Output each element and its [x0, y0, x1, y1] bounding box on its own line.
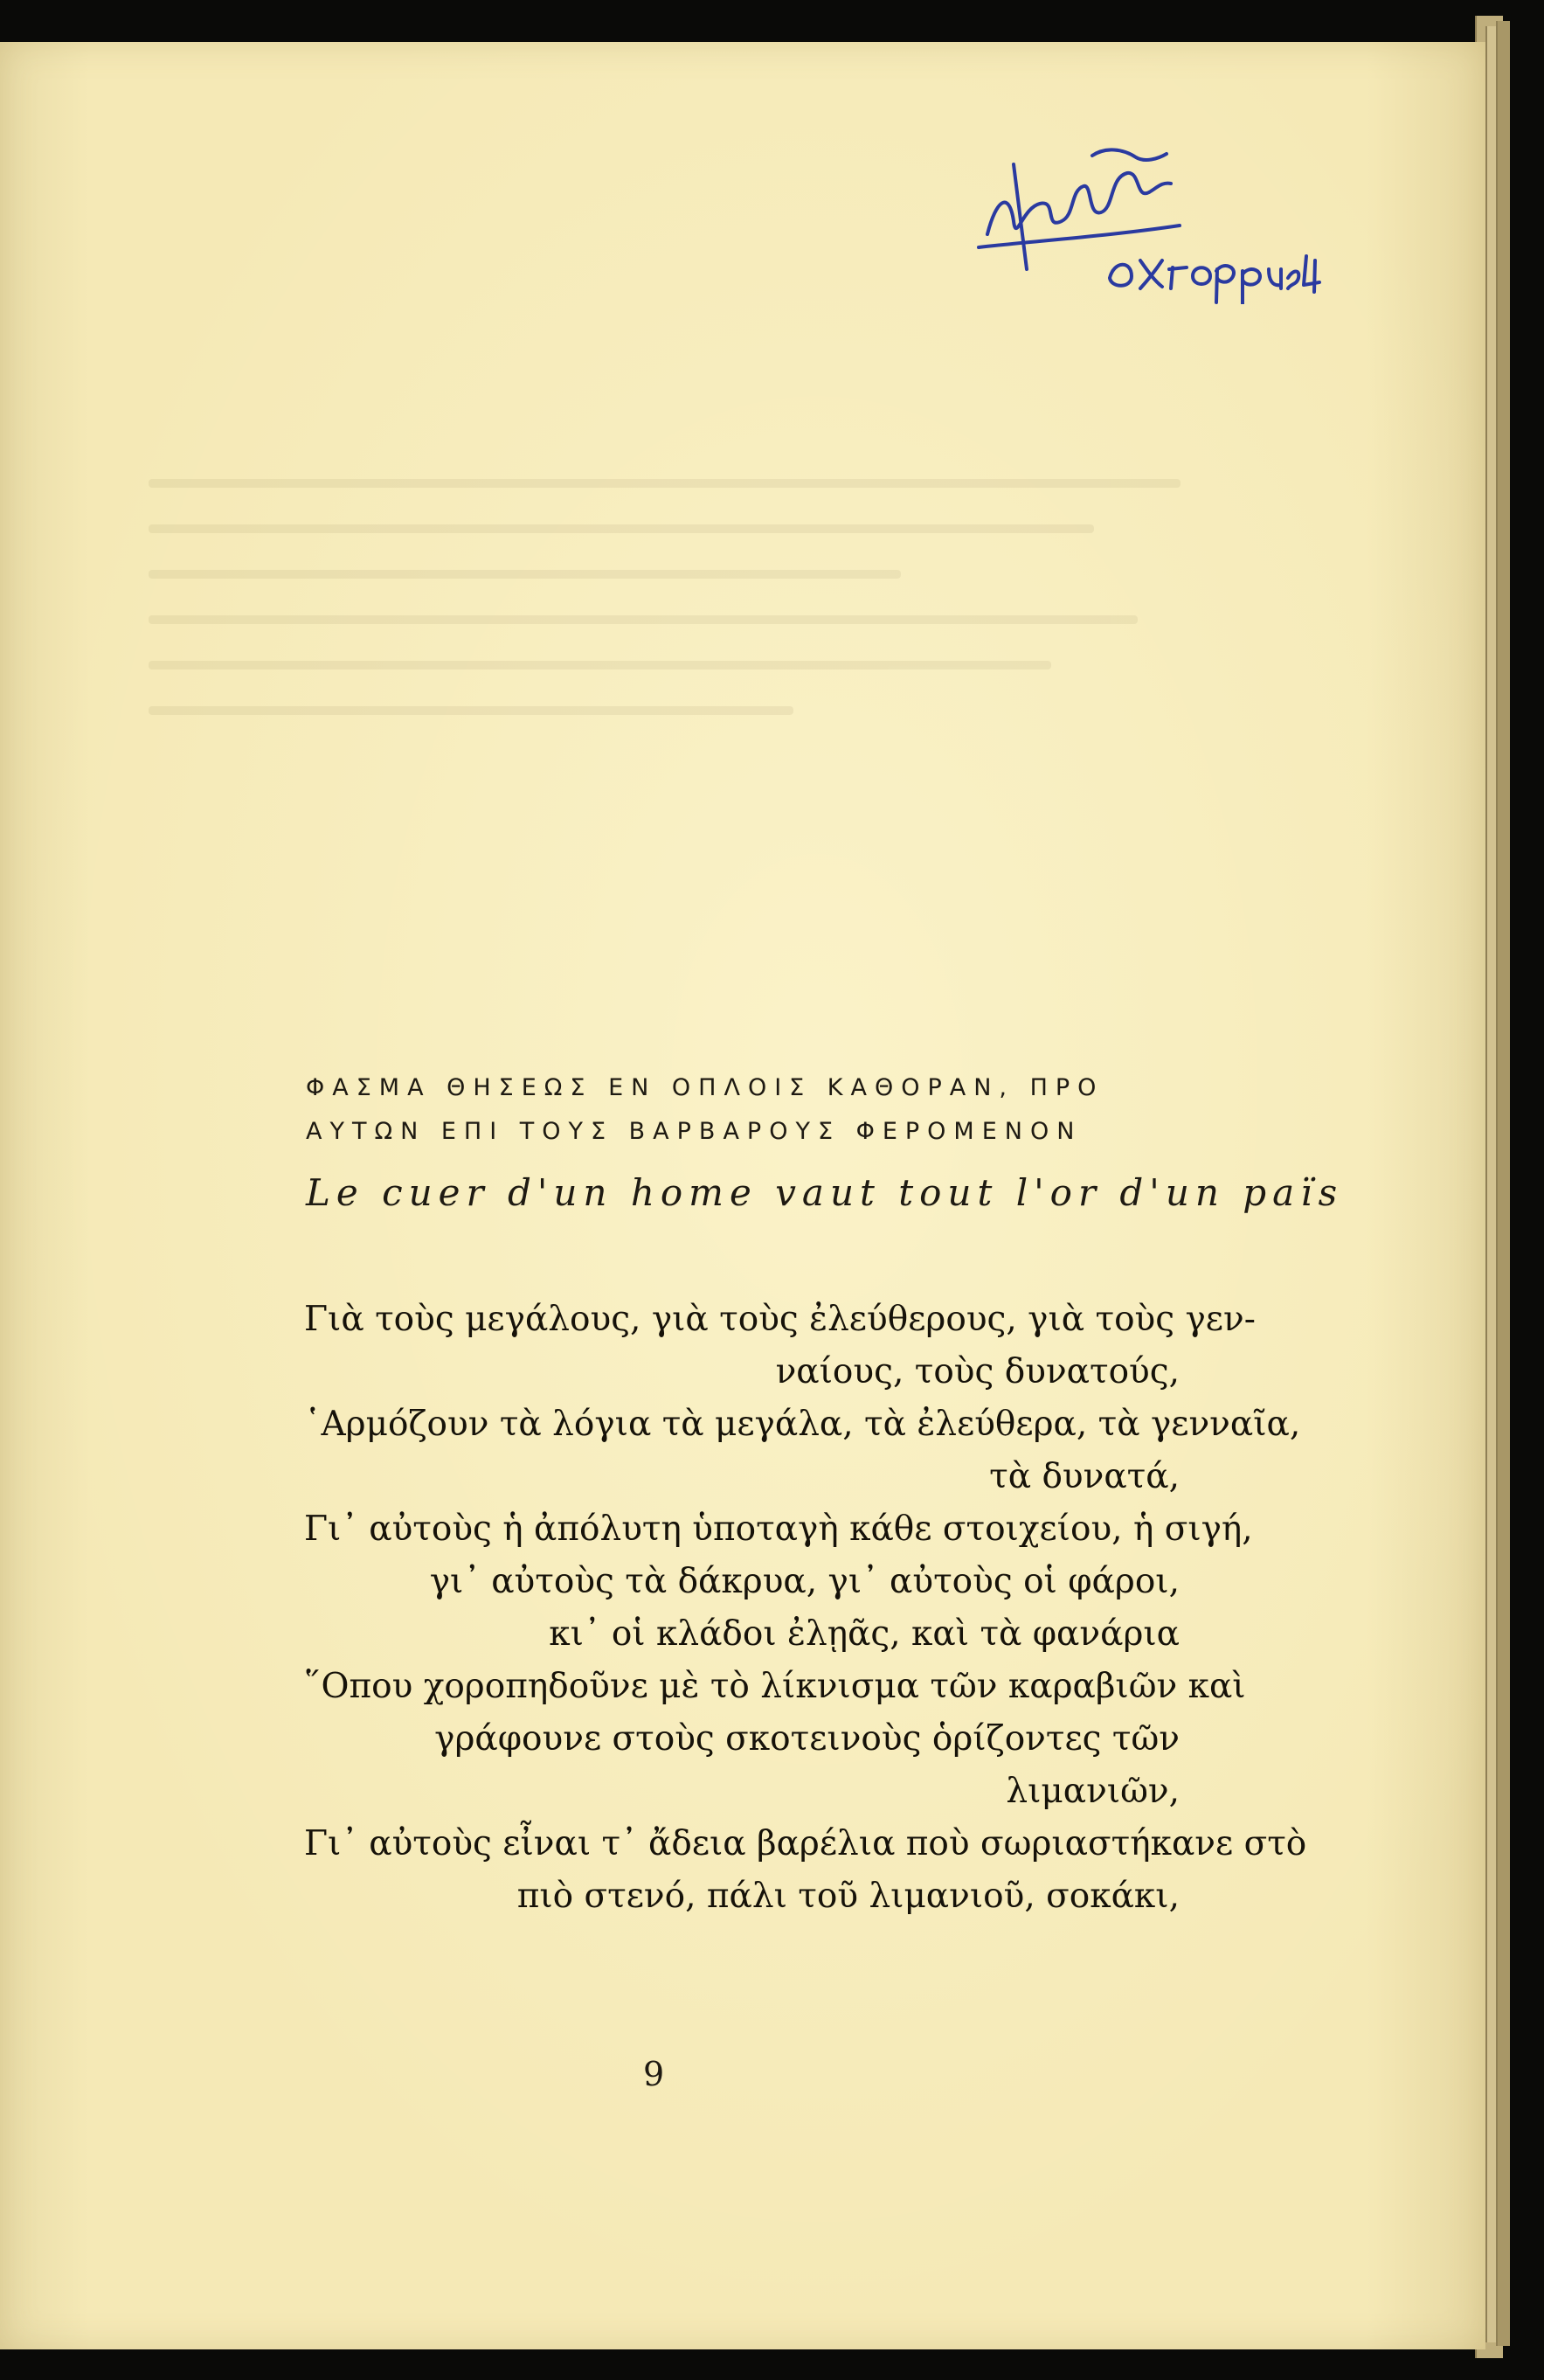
poem-line: ῾Αρμόζουν τὰ λόγια τὰ μεγάλα, τὰ ἐλεύθερα, τὰ γενναῖα,	[304, 1405, 1301, 1444]
poem-line: λιμανιῶν,	[1006, 1772, 1180, 1811]
poem-line: τὰ δυνατά,	[989, 1457, 1180, 1496]
poem-line: κι᾿ οἱ κλάδοι ἐλῃᾶς, καὶ τὰ φανάρια	[549, 1614, 1180, 1654]
poem-title-line-1: ΦΑΣΜΑ ΘΗΣΕΩΣ ΕΝ ΟΠΛΟΙΣ ΚΑΘΟΡΑΝ, ΠΡΟ	[306, 1074, 1104, 1101]
poem-line: ῞Οπου χοροπηδοῦνε μὲ τὸ λίκνισμα τῶν καραβιῶν καὶ	[304, 1667, 1246, 1706]
poem-line: πιὸ στενό, πάλι τοῦ λιμανιοῦ, σοκάκι,	[516, 1877, 1180, 1916]
poem-line: Γι᾿ αὐτοὺς ἡ ἀπόλυτη ὑποταγὴ κάθε στοιχείου, ἡ σιγή,	[304, 1509, 1253, 1549]
poem-line: Γι᾿ αὐτοὺς εἶναι τ᾿ ἄδεια βαρέλια ποὺ σωριαστήκανε στὸ	[304, 1824, 1307, 1863]
poem-line: γράφουνε στοὺς σκοτεινοὺς ὁρίζοντες τῶν	[434, 1719, 1180, 1759]
page-edge	[1496, 21, 1510, 2346]
page-number: 9	[643, 2055, 665, 2093]
epigraph: Le cuer d'un home vaut tout l'or d'un païs	[306, 1171, 1344, 1214]
poem-line: ναίους, τοὺς δυνατούς,	[775, 1352, 1180, 1391]
poem-title-line-2: ΑΥΤΩΝ ΕΠΙ ΤΟΥΣ ΒΑΡΒΑΡΟΥΣ ΦΕΡΟΜΕΝΟΝ	[306, 1118, 1083, 1145]
poem-line: Γιὰ τοὺς μεγάλους, γιὰ τοὺς ἐλεύθερους, γιὰ τοὺς γεν-	[304, 1300, 1256, 1339]
book-page	[0, 42, 1485, 2349]
poem-body	[0, 42, 1485, 2349]
poem-line: γι᾿ αὐτοὺς τὰ δάκρυα, γι᾿ αὐτοὺς οἱ φάροι,	[429, 1562, 1180, 1601]
